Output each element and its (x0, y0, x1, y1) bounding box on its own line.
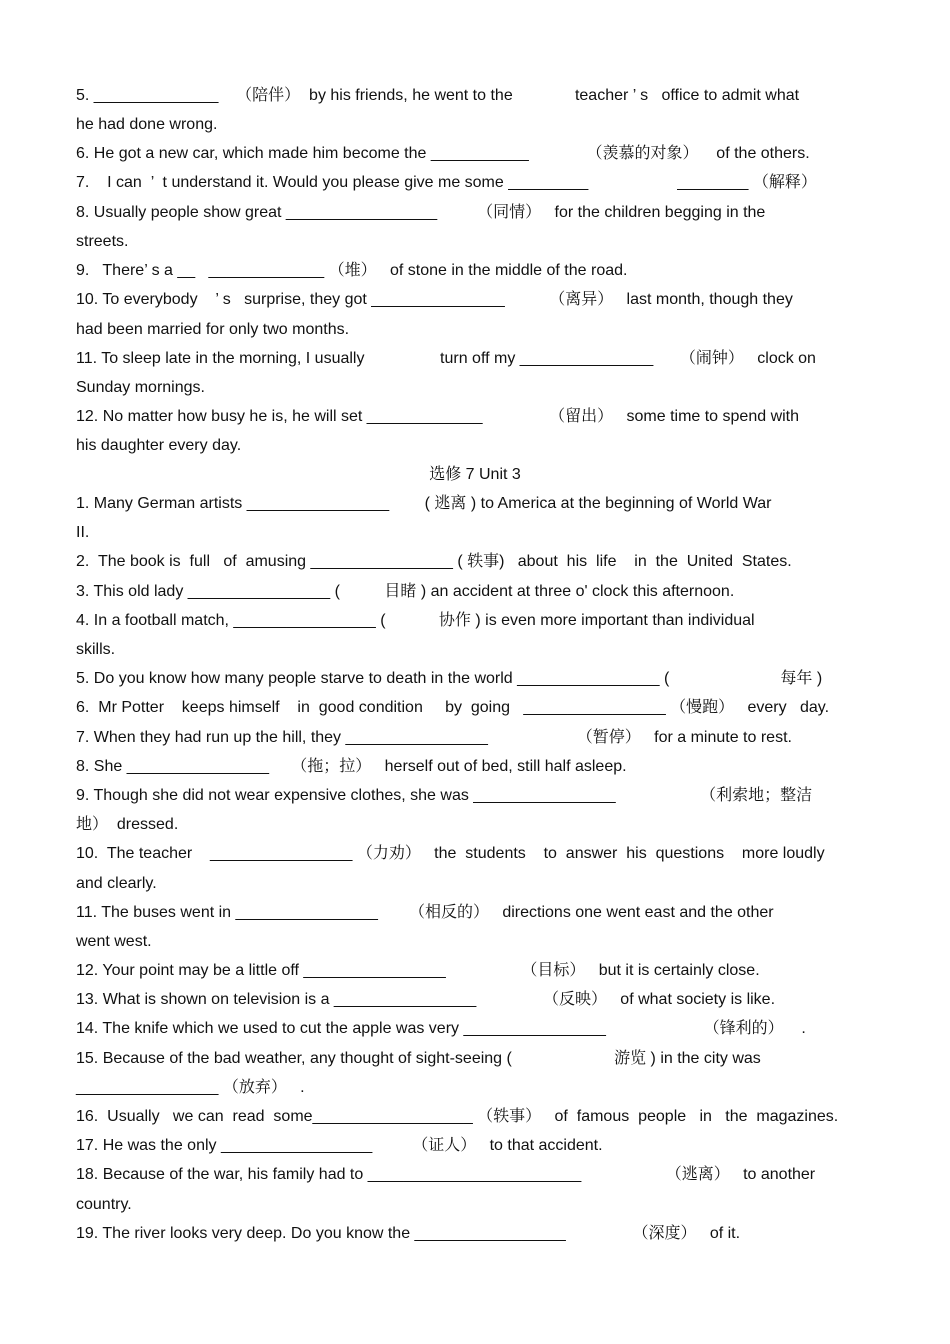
text-line: 9. Though she did not wear expensive clothes, she was ________________ （利索地；整洁 (76, 787, 813, 804)
text-line: Sunday mornings. (76, 379, 205, 396)
text-line: 4. In a football match, ________________ ( 协作 ) is even more important than individual (76, 612, 755, 629)
text-line: 10. To everybody ’ s surprise, they got _______________ （离异） last month, though they (76, 291, 793, 308)
text-line: 11. The buses went in ________________ （相反的） directions one went east and the other (76, 904, 774, 921)
text-line: 12. Your point may be a little off ________________ （目标） but it is certainly close. (76, 962, 760, 979)
text-line: 6. He got a new car, which made him become the ___________ （羡慕的对象） of the others. (76, 145, 810, 162)
text-line: 7. When they had run up the hill, they ________________ （暂停） for a minute to rest. (76, 729, 792, 746)
text-line: 10. The teacher ________________ （力劝） the students to answer his questions more loudly (76, 845, 825, 862)
text-line: had been married for only two months. (76, 321, 350, 338)
text-line: 17. He was the only _________________ （证人） to that accident. (76, 1137, 603, 1154)
text-line: 7. I can ’ t understand it. Would you please give me some _________ ________ （解释） (76, 174, 817, 191)
text-line: streets. (76, 233, 129, 250)
text-line: 18. Because of the war, his family had to ________________________ （逃离） to another (76, 1166, 816, 1183)
text-line: 13. What is shown on television is a ________________ （反映） of what society is like. (76, 991, 776, 1008)
text-line: II. (76, 524, 90, 541)
text-line: his daughter every day. (76, 437, 242, 454)
section-title: 选修 7 Unit 3 (429, 466, 521, 483)
text-line: 14. The knife which we used to cut the apple was very ________________ （锋利的） . (76, 1020, 806, 1037)
text-line: 5. ______________ （陪伴） by his friends, he went to the teacher ’ s office to admit what (76, 87, 800, 104)
text-line: 8. She ________________ （拖；拉） herself out of bed, still half asleep. (76, 758, 627, 775)
text-line: 8. Usually people show great _________________ （同情） for the children begging in the (76, 204, 766, 221)
text-line: country. (76, 1196, 132, 1213)
text-line: skills. (76, 641, 116, 658)
text-line: 2. The book is full of amusing ________________ ( 轶事) about his life in the United States. (76, 553, 792, 570)
text-line: 19. The river looks very deep. Do you know the _________________ （深度） of it. (76, 1225, 741, 1242)
text-line: 12. No matter how busy he is, he will set _____________ （留出） some time to spend with (76, 408, 800, 425)
text-line: 9. There’ s a __ _____________ （堆） of stone in the middle of the road. (76, 262, 628, 279)
text-line: went west. (76, 933, 152, 950)
text-line: he had done wrong. (76, 116, 218, 133)
text-line: 地） dressed. (76, 816, 179, 833)
text-line: ________________ （放弃） . (76, 1079, 305, 1096)
text-line: 15. Because of the bad weather, any thought of sight-seeing ( 游览 ) in the city was (76, 1050, 761, 1067)
text-line: and clearly. (76, 875, 157, 892)
text-line: 11. To sleep late in the morning, I usually turn off my _______________ （闹钟） clock on (76, 350, 816, 367)
text-line: 3. This old lady ________________ ( 目睹 ) an accident at three o' clock this afternoon. (76, 583, 735, 600)
text-line: 16. Usually we can read some__________________ （轶事） of famous people in the magazines. (76, 1108, 839, 1125)
text-line: 1. Many German artists ________________ ( 逃离 ) to America at the beginning of World War (76, 495, 772, 512)
text-line: 5. Do you know how many people starve to death in the world ________________ ( 每年 ) (76, 670, 823, 687)
text-line: 6. Mr Potter keeps himself in good condition by going ________________ （慢跑） every day. (76, 699, 830, 716)
